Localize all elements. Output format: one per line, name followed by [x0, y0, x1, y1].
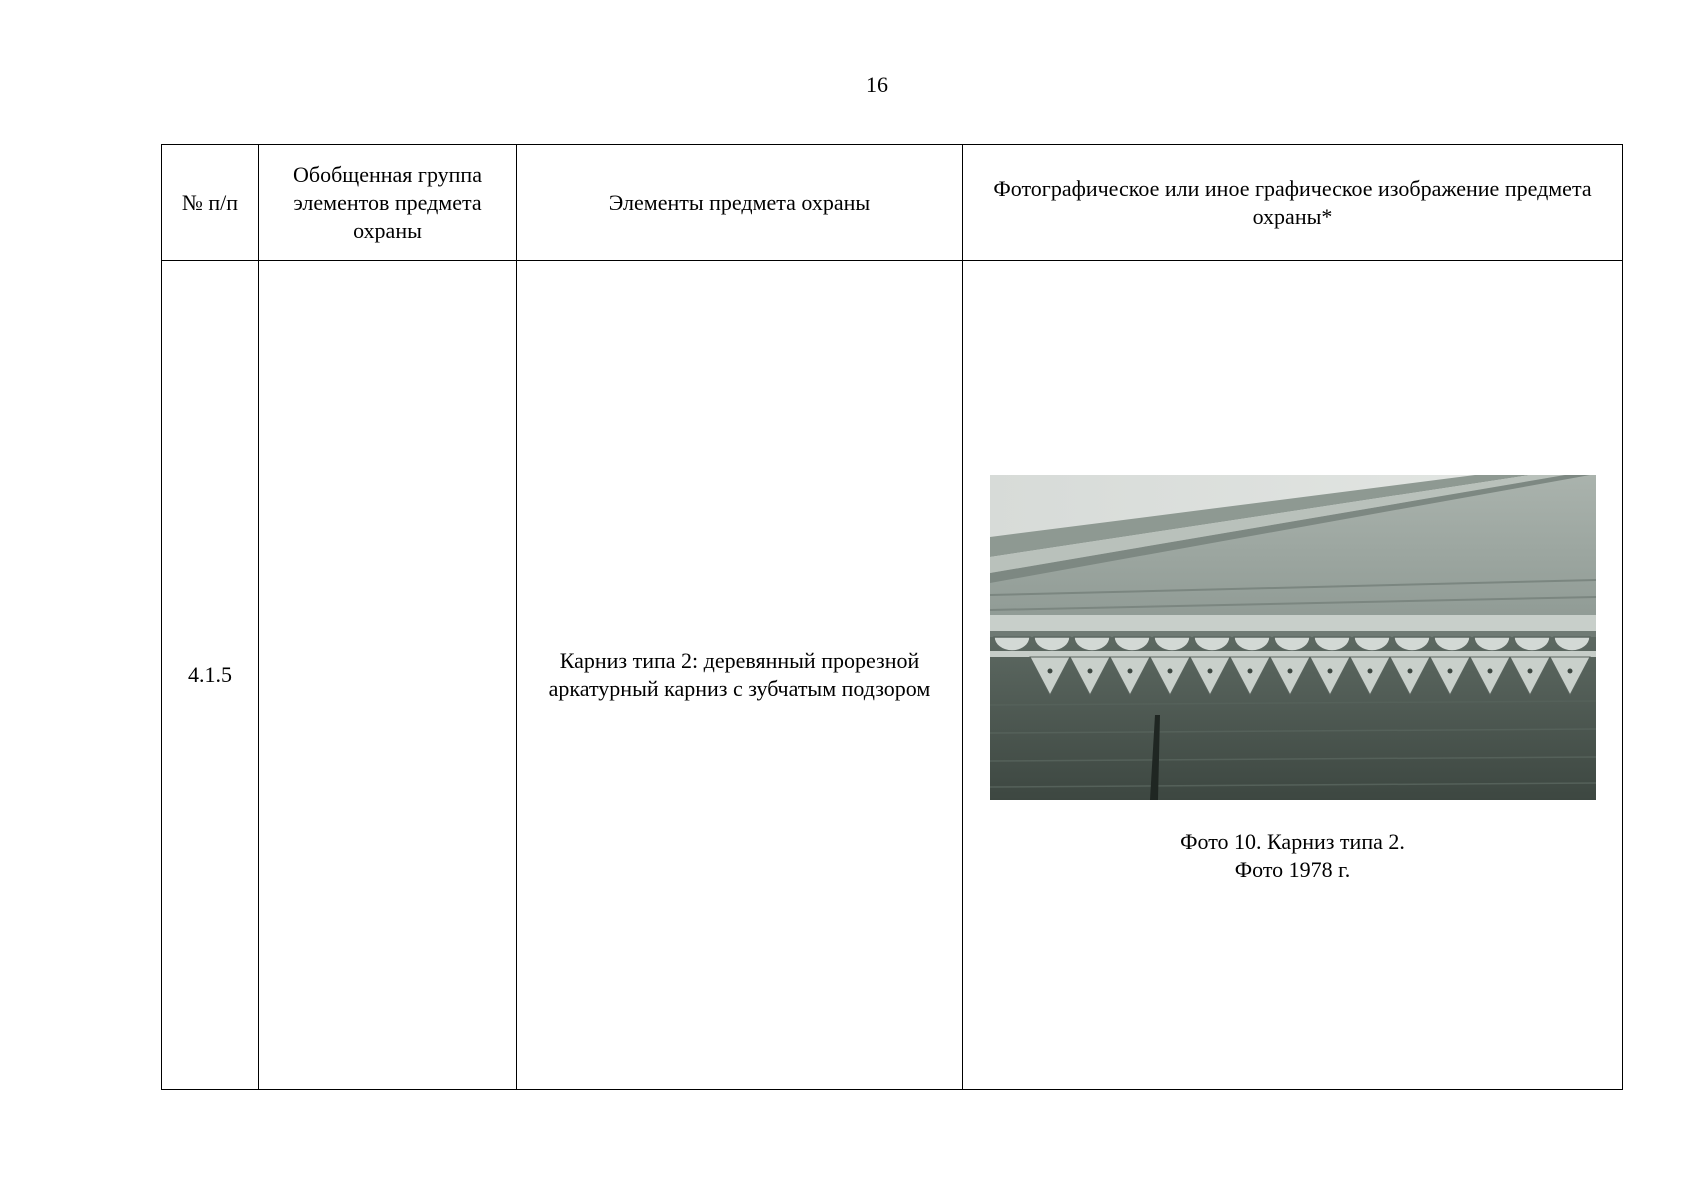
header-photo: Фотографическое или иное графическое изображение предмета охраны*	[963, 145, 1623, 261]
row-photo-cell	[963, 261, 1623, 1090]
photo-cornice-image	[990, 475, 1596, 800]
row-group	[259, 261, 517, 1090]
header-elements: Элементы предмета охраны	[517, 145, 963, 261]
header-group: Обобщенная группа элементов предмета охраны	[259, 145, 517, 261]
table-row	[162, 261, 1623, 1090]
table-header-row	[162, 145, 1623, 261]
photo-caption-line1: Фото 10. Карниз типа 2.	[1180, 828, 1405, 854]
photo-caption-line2: Фото 1978 г.	[1234, 856, 1351, 882]
row-number: 4.1.5	[162, 261, 259, 1090]
protection-subject-table	[161, 144, 1623, 1090]
page-number: 16	[866, 72, 888, 97]
header-number: № п/п	[162, 145, 259, 261]
row-element: Карниз типа 2: деревянный прорезной аркатурный карниз с зубчатым подзором	[517, 261, 963, 1090]
photo-caption	[1180, 828, 1405, 884]
